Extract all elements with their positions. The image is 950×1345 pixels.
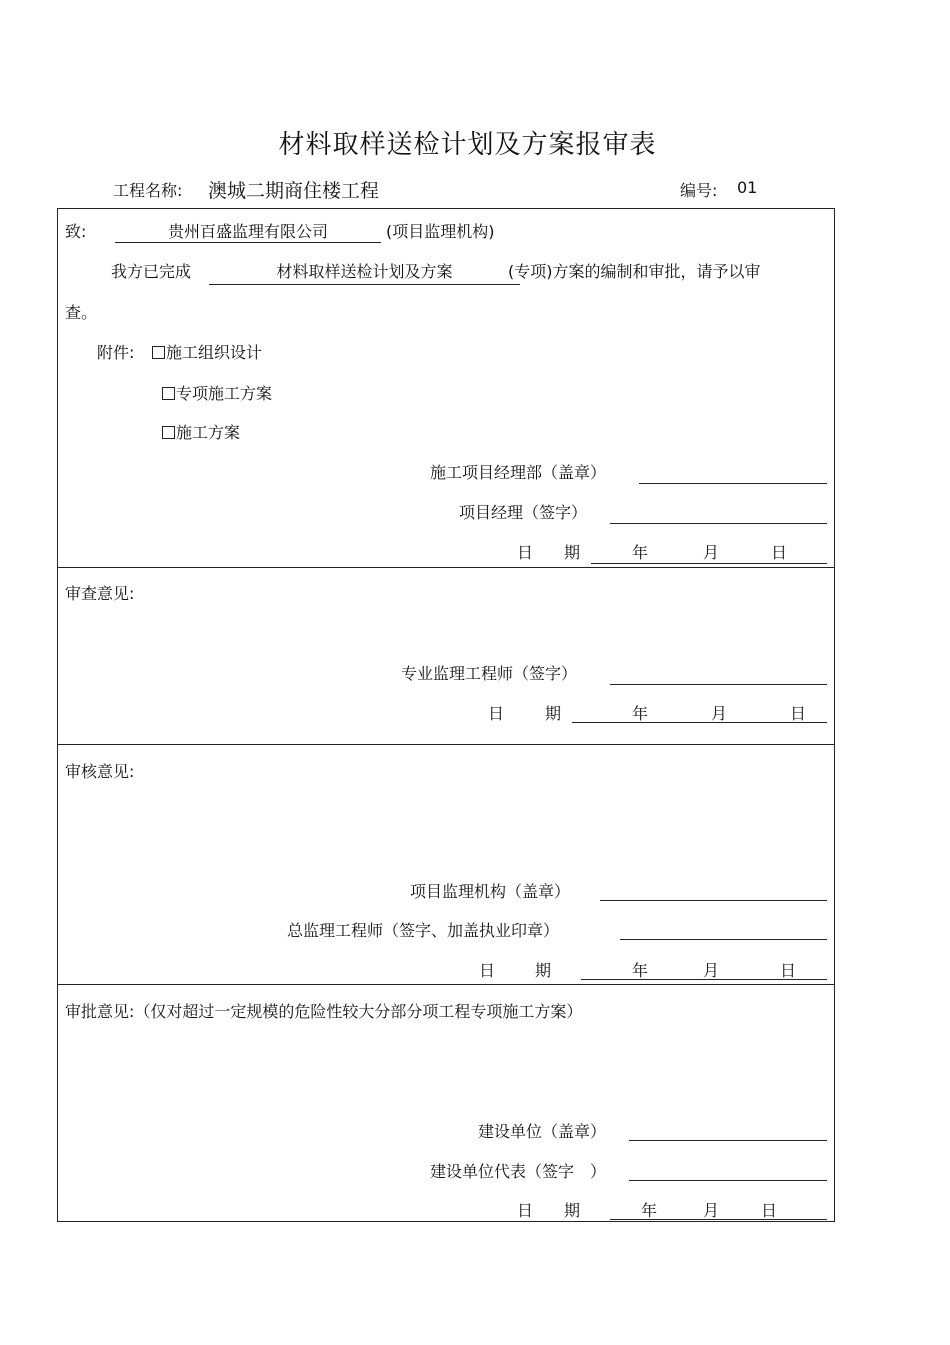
date-label: 日 bbox=[517, 1201, 534, 1220]
signature-line bbox=[620, 939, 827, 940]
supervisor-sign-label: 专业监理工程师（签字） bbox=[401, 664, 578, 683]
date-underline bbox=[581, 979, 827, 980]
completed-value: 材料取样送检计划及方案 bbox=[276, 262, 453, 281]
completed-underline bbox=[209, 284, 520, 285]
month-label: 月 bbox=[703, 543, 720, 562]
checkbox[interactable] bbox=[162, 426, 175, 439]
date-underline bbox=[572, 722, 827, 723]
day-label: 日 bbox=[790, 704, 807, 723]
attachment-item[interactable]: 施工方案 bbox=[162, 423, 240, 443]
form-title: 材料取样送检计划及方案报审表 bbox=[278, 130, 657, 160]
checkbox[interactable] bbox=[152, 346, 165, 359]
day-label: 日 bbox=[761, 1201, 778, 1220]
year-label: 年 bbox=[632, 543, 649, 562]
checkbox[interactable] bbox=[162, 387, 175, 400]
section-divider bbox=[57, 567, 835, 568]
completed-prefix: 我方已完成 bbox=[111, 262, 192, 281]
contractor-seal-label: 施工项目经理部（盖章） bbox=[430, 463, 607, 482]
date-label: 日 bbox=[517, 543, 534, 562]
date-label: 日 bbox=[479, 961, 496, 980]
section-divider bbox=[57, 744, 835, 745]
signature-line bbox=[610, 523, 827, 524]
completed-suffix: (专项)方案的编制和审批，请予以审 bbox=[508, 262, 761, 281]
date-label: 期 bbox=[564, 543, 581, 562]
number-value: 01 bbox=[737, 178, 758, 197]
to-suffix: (项目监理机构) bbox=[386, 222, 495, 241]
date-label: 日 bbox=[488, 704, 505, 723]
month-label: 月 bbox=[703, 1201, 720, 1220]
signature-line bbox=[639, 483, 827, 484]
signature-line bbox=[600, 900, 827, 901]
month-label: 月 bbox=[703, 961, 720, 980]
section-divider bbox=[57, 984, 835, 985]
project-name-value: 澳城二期商住楼工程 bbox=[208, 180, 380, 202]
to-label: 致: bbox=[65, 222, 87, 241]
signature-line bbox=[629, 1140, 827, 1141]
day-label: 日 bbox=[771, 543, 788, 562]
attachment-item[interactable]: 施工组织设计 bbox=[152, 343, 262, 363]
day-label: 日 bbox=[780, 961, 797, 980]
year-label: 年 bbox=[632, 704, 649, 723]
project-name-label: 工程名称: bbox=[113, 181, 183, 200]
signature-line bbox=[610, 684, 827, 685]
chief-engineer-sign-label: 总监理工程师（签字、加盖执业印章） bbox=[287, 921, 560, 940]
date-label: 期 bbox=[545, 704, 562, 723]
signature-line bbox=[629, 1180, 827, 1181]
date-label: 期 bbox=[535, 961, 552, 980]
project-manager-sign-label: 项目经理（签字） bbox=[459, 503, 588, 522]
to-value: 贵州百盛监理有限公司 bbox=[167, 222, 328, 241]
owner-rep-sign-label: 建设单位代表（签字 ） bbox=[430, 1162, 607, 1181]
date-underline bbox=[610, 1219, 827, 1220]
year-label: 年 bbox=[641, 1201, 658, 1220]
month-label: 月 bbox=[711, 704, 728, 723]
attachment-label: 附件: bbox=[97, 343, 135, 362]
number-label: 编号: bbox=[680, 181, 718, 200]
completed-tail: 查。 bbox=[65, 303, 98, 322]
date-label: 期 bbox=[564, 1201, 581, 1220]
to-underline bbox=[115, 242, 381, 243]
approval-opinion-label: 审批意见:（仅对超过一定规模的危险性较大分部分项工程专项施工方案） bbox=[65, 1002, 583, 1021]
audit-opinion-label: 审核意见: bbox=[65, 762, 135, 781]
review-opinion-label: 审查意见: bbox=[65, 584, 135, 603]
owner-seal-label: 建设单位（盖章） bbox=[478, 1122, 607, 1141]
attachment-item[interactable]: 专项施工方案 bbox=[162, 384, 272, 404]
supervision-seal-label: 项目监理机构（盖章） bbox=[410, 882, 571, 901]
date-underline bbox=[591, 563, 827, 564]
year-label: 年 bbox=[632, 961, 649, 980]
